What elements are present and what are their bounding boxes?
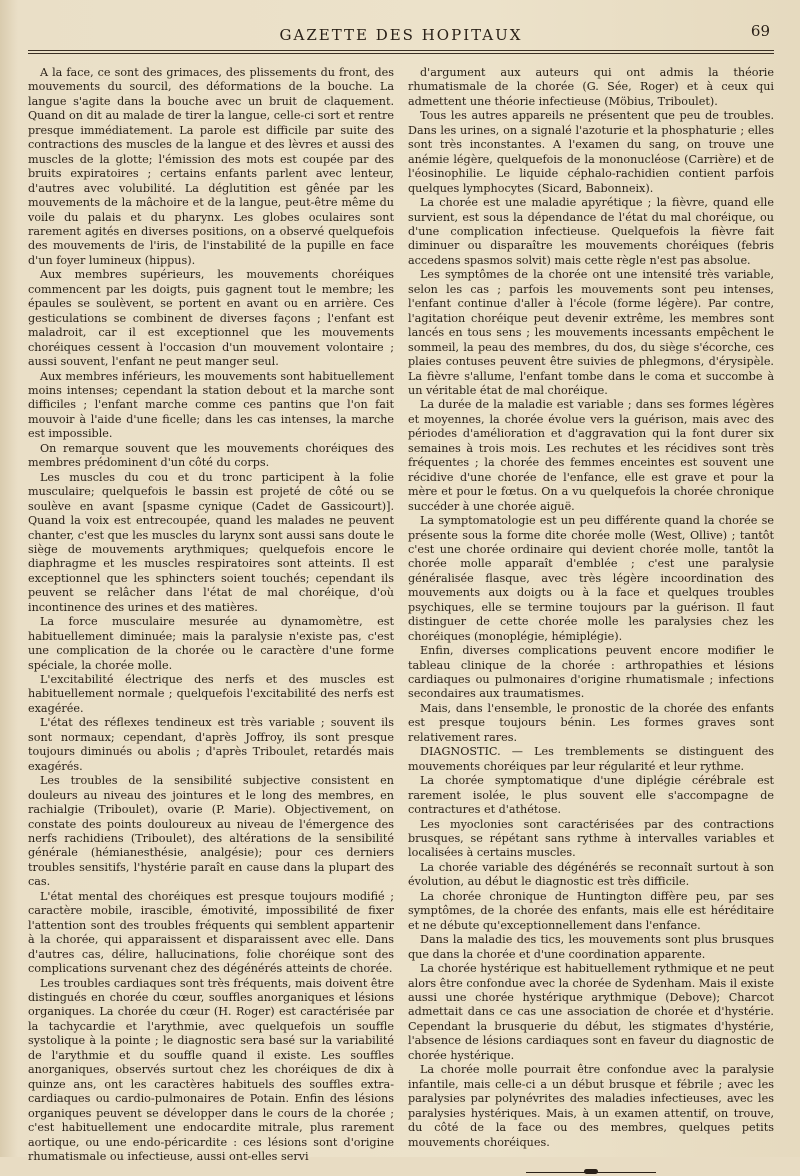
page-number: 69 <box>750 22 770 40</box>
paragraph: La symptomatologie est un peu différente quand la chorée se présente sous la forme dite chorée molle (West, Ollive) ; tantôt c'est une chorée ordinaire qui devient chorée molle, tantôt la chorée molle apparaît d'emblée ; c'est une paralysie généralisée flasque, avec très légère incoordination des mouvements aux doigts ou à la face et quelques troubles psychiques, elle se termine toujours par la guérison. Il faut distinguer de cette chorée molle les paralysies chez les choréiques (monoplégie, hémiplégie). <box>408 514 774 643</box>
paragraph: La chorée variable des dégénérés se reconnaît surtout à son évolution, au début le diagnostic est très difficile. <box>408 860 774 889</box>
paragraph: Les troubles cardiaques sont très fréquents, mais doivent être distingués en chorée du cœur, souffles anorganiques et lésions organiques. La chorée du cœur (H. Roger) est caractérisée par la tachycardie et l'arythmie, avec quelquefois un souffle systolique à la pointe ; le diagnostic sera basé sur la variabilité de l'arythmie et du souffle quand il existe. Les souffles anorganiques, observés surtout chez les choréiques de dix à quinze ans, ont les caractères habituels des souffles extra-cardiaques ou cardio-pulmonaires de Potain. Enfin des lésions organiques peuvent se développer dans le cours de la chorée ; c'est habituellement une endocardite mitrale, plus rarement aortique, ou une endo-péricardite : ces lésions sont d'origine rhumatismale ou infectieuse, aussi ont-elles servi <box>28 976 394 1163</box>
paragraph: d'argument aux auteurs qui ont admis la théorie rhumatismale de la chorée (G. Sée, Roger) et à ceux qui admettent une théorie infectieuse (Möbius, Triboulet). <box>408 66 774 108</box>
paragraph: Mais, dans l'ensemble, le pronostic de la chorée des enfants est presque toujours bénin. Les formes graves sont relativement rares. <box>408 701 774 744</box>
paragraph: Les myoclonies sont caractérisées par des contractions brusques, se répétant sans rythme à intervalles variables et localisées à certains muscles. <box>408 817 774 860</box>
paragraph: L'état mental des choréiques est presque toujours modifié ; caractère mobile, irascible, émotivité, impossibilité de fixer l'attention sont des troubles fréquents qui semblent appartenir à la chorée, qui apparaissent et disparaissent avec elle. Dans d'autres cas, délire, hallucinations, folie choréique sont des complications survenant chez des dégénérés atteints de chorée. <box>28 889 394 976</box>
paragraph: L'état des réflexes tendineux est très variable ; souvent ils sont normaux; cependant, d'après Joffroy, ils sont presque toujours diminués ou abolis ; d'après Triboulet, retardés mais exagérés. <box>28 716 394 773</box>
paragraph: Les symptômes de la chorée ont une intensité très variable, selon les cas ; parfois les mouvements sont peu intenses, l'enfant continue d'aller à l'école (forme légère). Par contre, l'agitation choréique peut devenir extrême, les membres sont lancés en tous sens ; les mouvements incessants empêchent le sommeil, la peau des membres, du dos, du siège s'écorche, ces plaies contuses peuvent être suivies de phlegmons, d'érysipèle. La fièvre s'allume, l'enfant tombe dans le coma et succombe à un véritable état de mal choréique. <box>408 268 774 397</box>
paragraph: A la face, ce sont des grimaces, des plissements du front, des mouvements du sourcil, des déformations de la bouche. La langue s'agite dans la bouche avec un bruit de claquement. Quand on dit au malade de tirer la langue, celle-ci sort et rentre presque immédiatement. La parole est difficile par suite des contractions des muscles de la langue et des lèvres et aussi des muscles de la glotte; l'émission des mots est coupée par des bruits expiratoires ; certains enfants parlent avec lenteur, d'autres avec volubilité. La déglutition est gênée par les mouvements de la mâchoire et de la langue, peut-être même du voile du palais et du pharynx. Les globes oculaires sont rarement agités en diverses positions, on a observé quelquefois des mouvements de l'iris, de l'instabilité de la pupille en face d'un foyer lumineux (hippus). <box>28 66 394 267</box>
paragraph: Les muscles du cou et du tronc participent à la folie musculaire; quelquefois le bassin est projeté de côté ou se soulève en avant [spasme cynique (Cadet de Gassicourt)]. Quand la voix est entrecoupée, quand les malades ne peuvent chanter, c'est que les muscles du larynx sont aussi sans doute le siège de mouvements arythmiques; quelquefois encore le diaphragme et les muscles respiratoires sont atteints. Il est exceptionnel que les sphincters soient touchés; cependant ils peuvent se relâcher dans l'état de mal choréique, d'où incontinence des urines et des matières. <box>28 470 394 614</box>
paragraph: Dans la maladie des tics, les mouvements sont plus brusques que dans la chorée et d'une coordination apparente. <box>408 933 774 961</box>
right-column <box>408 66 774 1176</box>
paragraph: La chorée symptomatique d'une diplégie cérébrale est rarement isolée, le plus souvent elle s'accompagne de contractures et d'athétose. <box>408 774 774 817</box>
paragraph: Tous les autres appareils ne présentent que peu de troubles. Dans les urines, on a signalé l'azoturie et la phosphaturie ; elles sont très inconstantes. A l'examen du sang, on trouve une anémie légère, quelquefois de la mononucléose (Carrière) et de l'éosinophilie. Le liquide céphalo-rachidien contient parfois quelques lymphocytes (Sicard, Babonneix). <box>408 109 774 195</box>
paragraph: La force musculaire mesurée au dynamomètre, est habituellement diminuée; mais la paralysie n'existe pas, c'est une complication de la chorée ou le caractère d'une forme spéciale, la chorée molle. <box>28 615 394 672</box>
paragraph: L'excitabilité électrique des nerfs et des muscles est habituellement normale ; quelquefois l'excitabilité des nerfs est exagérée. <box>28 673 394 715</box>
journal-title: GAZETTE DES HOPITAUX <box>279 26 523 44</box>
paragraph: La chorée molle pourrait être confondue avec la paralysie infantile, mais celle-ci a un début brusque et fébrile ; avec les paralysies par polynévrites des maladies infectieuses, avec les paralysies hystériques. Mais, à un examen attentif, on trouve, du côté de la face ou des membres, quelques petits mouvements choréiques. <box>408 1063 774 1149</box>
paragraph: La chorée est une maladie apyrétique ; la fièvre, quand elle survient, est sous la dépendance de l'état du mal choréique, ou d'une complication infectieuse. Quelquefois la fièvre fait diminuer ou disparaître les mouvements choréiques (febris accedens spasmos solvit) mais cette règle n'est pas absolue. <box>408 196 774 267</box>
diagnostic-heading-paragraph: DIAGNOSTIC. — Les tremblements se distinguent des mouvements choréiques par leur régularité et leur rythme. <box>408 745 774 773</box>
page-header <box>28 20 774 50</box>
end-ornament-rule <box>526 1168 656 1176</box>
header-rule <box>28 50 774 54</box>
paragraph: La durée de la maladie est variable ; dans ses formes légères et moyennes, la chorée évolue vers la guérison, mais avec des périodes d'amélioration et d'aggravation qui la font durer six semaines à trois mois. Les rechutes et les récidives sont très fréquentes ; la chorée des femmes enceintes est souvent une récidive d'une chorée de l'enfance, elle est grave et pour la mère et pour le fœtus. On a vu quelquefois la chorée chronique succéder à une chorée aiguë. <box>408 398 774 513</box>
text-columns <box>28 66 774 1176</box>
paragraph: La chorée chronique de Huntington diffère peu, par ses symptômes, de la chorée des enfants, mais elle est héréditaire et ne débute qu'exceptionnellement dans l'enfance. <box>408 889 774 932</box>
paragraph: Enfin, diverses complications peuvent encore modifier le tableau clinique de la chorée : arthropathies et lésions cardiaques ou pulmonaires d'origine rhumatismale ; infections secondaires aux traumatismes. <box>408 644 774 701</box>
left-column <box>28 66 394 1164</box>
paragraph: Les troubles de la sensibilité subjective consistent en douleurs au niveau des jointures et le long des membres, en rachialgie (Triboulet), ovarie (P. Marie). Objectivement, on constate des points douloureux au niveau de l'émergence des nerfs rachidiens (Triboulet), des altérations de la sensibilité générale (hémianesthésie, analgésie); pour ces derniers troubles sensitifs, l'hystérie paraît en cause dans la plupart des cas. <box>28 774 394 889</box>
paragraph: On remarque souvent que les mouvements choréiques des membres prédominent d'un côté du corps. <box>28 441 394 470</box>
paragraph: Aux membres inférieurs, les mouvements sont habituellement moins intenses; cependant la station debout et la marche sont difficiles ; l'enfant marche comme ces pantins que l'on fait mouvoir à l'aide d'une ficelle; dans les cas intenses, la marche est impossible. <box>28 369 394 441</box>
paragraph: La chorée hystérique est habituellement rythmique et ne peut alors être confondue avec la chorée de Sydenham. Mais il existe aussi une chorée hystérique arythmique (Debove); Charcot admettait dans ce cas une association de chorée et d'hystérie. Cependant la brusquerie du début, les stigmates d'hystérie, l'absence de lésions cardiaques sont en faveur du diagnostic de chorée hystérique. <box>408 962 774 1062</box>
paragraph: Aux membres supérieurs, les mouvements choréiques commencent par les doigts, puis gagnent tout le membre; les épaules se soulèvent, se portent en avant ou en arrière. Ces gesticulations se combinent de diverses façons ; l'enfant est maladroit, car il est exceptionnel que les mouvements choréiques cessent à l'occasion d'un mouvement volontaire ; aussi souvent, l'enfant ne peut manger seul. <box>28 268 394 369</box>
